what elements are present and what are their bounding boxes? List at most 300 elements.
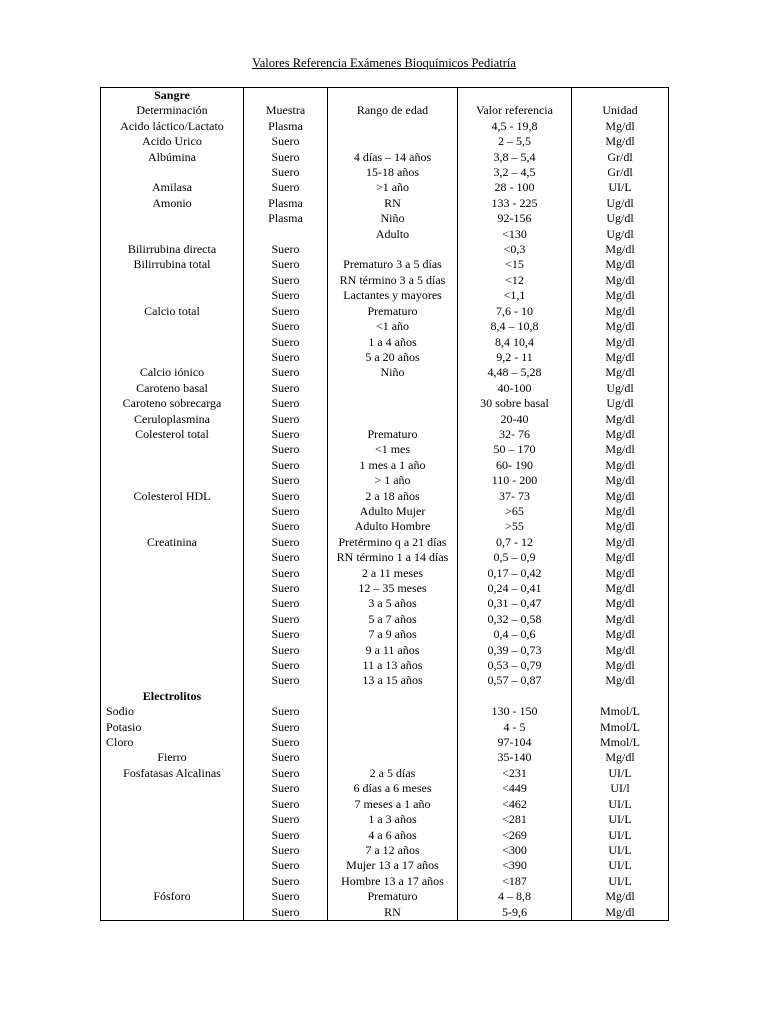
determinacion-cell	[101, 643, 244, 658]
valor-referencia-cell: 92-156	[458, 211, 572, 226]
table-row	[101, 473, 669, 488]
muestra-cell: Suero	[244, 566, 328, 581]
rango-edad-cell	[328, 412, 458, 427]
rango-edad-cell: Adulto Mujer	[328, 504, 458, 519]
valor-referencia-cell: 4 - 5	[458, 720, 572, 735]
valor-referencia-cell: >65	[458, 504, 572, 519]
valor-referencia-cell: 0,53 – 0,79	[458, 658, 572, 673]
unidad-cell: Mg/dl	[572, 612, 669, 627]
unidad-cell: Mg/dl	[572, 119, 669, 134]
determinacion-cell: Bilirrubina directa	[101, 242, 244, 257]
table-row	[101, 550, 669, 565]
rango-edad-cell: 1 a 3 años	[328, 812, 458, 827]
muestra-cell: Plasma	[244, 211, 328, 226]
table-row	[101, 812, 669, 827]
valor-referencia-cell	[458, 689, 572, 704]
unidad-cell: Mg/dl	[572, 304, 669, 319]
determinacion-cell: Caroteno sobrecarga	[101, 396, 244, 411]
rango-edad-cell: 15-18 años	[328, 165, 458, 180]
determinacion-cell	[101, 288, 244, 303]
unidad-cell: Mg/dl	[572, 319, 669, 334]
determinacion-cell: Amonio	[101, 196, 244, 211]
document-title	[0, 56, 768, 71]
rango-edad-cell: 5 a 7 años	[328, 612, 458, 627]
muestra-cell: Suero	[244, 335, 328, 350]
muestra-cell: Suero	[244, 596, 328, 611]
valor-referencia-cell: <462	[458, 797, 572, 812]
rango-edad-cell: Hombre 13 a 17 años	[328, 874, 458, 889]
valor-referencia-cell: <130	[458, 227, 572, 242]
table-row	[101, 673, 669, 688]
determinacion-cell	[101, 211, 244, 226]
rango-edad-cell: Prematuro	[328, 427, 458, 442]
valor-referencia-cell: <269	[458, 828, 572, 843]
determinacion-cell	[101, 858, 244, 873]
muestra-cell: Suero	[244, 504, 328, 519]
muestra-cell: Suero	[244, 273, 328, 288]
determinacion-cell: Cloro	[101, 735, 244, 750]
table-row	[101, 596, 669, 611]
unidad-cell: Mg/dl	[572, 627, 669, 642]
muestra-cell: Suero	[244, 288, 328, 303]
muestra-cell: Suero	[244, 581, 328, 596]
unidad-cell: UI/L	[572, 828, 669, 843]
valor-referencia-cell: <300	[458, 843, 572, 858]
valor-referencia-cell: 0,5 – 0,9	[458, 550, 572, 565]
valor-referencia-cell: 8,4 – 10,8	[458, 319, 572, 334]
valor-referencia-cell: <449	[458, 781, 572, 796]
valor-referencia-cell: 0,57 – 0,87	[458, 673, 572, 688]
muestra-cell: Suero	[244, 643, 328, 658]
valor-referencia-cell: 20-40	[458, 412, 572, 427]
rango-edad-cell: 1 a 4 años	[328, 335, 458, 350]
unidad-cell: Mg/dl	[572, 658, 669, 673]
determinacion-cell	[101, 550, 244, 565]
muestra-cell: Suero	[244, 458, 328, 473]
section-header: Electrolitos	[101, 689, 244, 704]
muestra-cell: Suero	[244, 720, 328, 735]
muestra-cell: Suero	[244, 242, 328, 257]
muestra-cell: Suero	[244, 412, 328, 427]
valor-referencia-cell: Valor referencia	[458, 103, 572, 118]
valor-referencia-cell: 40-100	[458, 381, 572, 396]
unidad-cell: Unidad	[572, 103, 669, 118]
table-row	[101, 766, 669, 781]
muestra-cell: Suero	[244, 612, 328, 627]
reference-table-body	[101, 88, 669, 921]
muestra-cell: Suero	[244, 489, 328, 504]
determinacion-cell	[101, 458, 244, 473]
section-header-row	[101, 689, 669, 704]
table-row	[101, 581, 669, 596]
table-row	[101, 150, 669, 165]
rango-edad-cell	[328, 88, 458, 104]
determinacion-cell: Fierro	[101, 750, 244, 765]
document-title-text: Valores Referencia Exámenes Bioquímicos Pediatría	[252, 56, 516, 70]
muestra-cell: Suero	[244, 150, 328, 165]
determinacion-cell	[101, 442, 244, 457]
table-row	[101, 458, 669, 473]
rango-edad-cell: <1 año	[328, 319, 458, 334]
determinacion-cell	[101, 812, 244, 827]
muestra-cell: Suero	[244, 797, 328, 812]
determinacion-cell	[101, 473, 244, 488]
table-row	[101, 103, 669, 118]
unidad-cell: Mg/dl	[572, 535, 669, 550]
valor-referencia-cell: <1,1	[458, 288, 572, 303]
rango-edad-cell: Prematuro 3 a 5 días	[328, 257, 458, 272]
valor-referencia-cell: 2 – 5,5	[458, 134, 572, 149]
valor-referencia-cell: 0,17 – 0,42	[458, 566, 572, 581]
determinacion-cell: Fósforo	[101, 889, 244, 904]
determinacion-cell	[101, 905, 244, 921]
valor-referencia-cell	[458, 88, 572, 104]
table-row	[101, 627, 669, 642]
table-row	[101, 535, 669, 550]
valor-referencia-cell: <231	[458, 766, 572, 781]
rango-edad-cell	[328, 134, 458, 149]
unidad-cell: Mg/dl	[572, 643, 669, 658]
unidad-cell: Mg/dl	[572, 581, 669, 596]
determinacion-cell: Caroteno basal	[101, 381, 244, 396]
valor-referencia-cell: 3,2 – 4,5	[458, 165, 572, 180]
valor-referencia-cell: 28 - 100	[458, 180, 572, 195]
table-row	[101, 319, 669, 334]
determinacion-cell: Calcio iónico	[101, 365, 244, 380]
unidad-cell: UI/L	[572, 797, 669, 812]
unidad-cell: Ug/dl	[572, 396, 669, 411]
muestra-cell: Suero	[244, 704, 328, 719]
rango-edad-cell	[328, 704, 458, 719]
valor-referencia-cell: 0,7 - 12	[458, 535, 572, 550]
muestra-cell: Plasma	[244, 196, 328, 211]
determinacion-cell: Determinación	[101, 103, 244, 118]
table-row	[101, 658, 669, 673]
determinacion-cell	[101, 781, 244, 796]
table-row	[101, 335, 669, 350]
valor-referencia-cell: 9,2 - 11	[458, 350, 572, 365]
muestra-cell: Suero	[244, 134, 328, 149]
reference-values-table	[100, 87, 669, 921]
muestra-cell: Suero	[244, 535, 328, 550]
determinacion-cell	[101, 874, 244, 889]
determinacion-cell	[101, 797, 244, 812]
unidad-cell: Ug/dl	[572, 227, 669, 242]
muestra-cell: Suero	[244, 257, 328, 272]
valor-referencia-cell: 5-9,6	[458, 905, 572, 921]
unidad-cell: Mg/dl	[572, 596, 669, 611]
determinacion-cell: Calcio total	[101, 304, 244, 319]
determinacion-cell	[101, 504, 244, 519]
muestra-cell: Suero	[244, 180, 328, 195]
valor-referencia-cell: 0,4 – 0,6	[458, 627, 572, 642]
table-row	[101, 843, 669, 858]
unidad-cell: UI/l	[572, 781, 669, 796]
determinacion-cell	[101, 673, 244, 688]
rango-edad-cell: 4 días – 14 años	[328, 150, 458, 165]
rango-edad-cell: 1 mes a 1 año	[328, 458, 458, 473]
unidad-cell: UI/L	[572, 843, 669, 858]
muestra-cell: Suero	[244, 319, 328, 334]
muestra-cell: Suero	[244, 442, 328, 457]
valor-referencia-cell: 130 - 150	[458, 704, 572, 719]
rango-edad-cell: RN	[328, 905, 458, 921]
table-row	[101, 828, 669, 843]
rango-edad-cell: Rango de edad	[328, 103, 458, 118]
section-header-row	[101, 88, 669, 104]
valor-referencia-cell: 8,4 10,4	[458, 335, 572, 350]
table-row	[101, 381, 669, 396]
rango-edad-cell: 7 a 12 años	[328, 843, 458, 858]
rango-edad-cell: 7 meses a 1 año	[328, 797, 458, 812]
valor-referencia-cell: 30 sobre basal	[458, 396, 572, 411]
muestra-cell: Suero	[244, 750, 328, 765]
table-row	[101, 612, 669, 627]
rango-edad-cell: Adulto	[328, 227, 458, 242]
rango-edad-cell: <1 mes	[328, 442, 458, 457]
valor-referencia-cell: 0,24 – 0,41	[458, 581, 572, 596]
unidad-cell: Mg/dl	[572, 273, 669, 288]
unidad-cell: Mg/dl	[572, 335, 669, 350]
unidad-cell: Ug/dl	[572, 211, 669, 226]
determinacion-cell: Acido Urico	[101, 134, 244, 149]
unidad-cell: UI/L	[572, 874, 669, 889]
muestra-cell	[244, 88, 328, 104]
unidad-cell: Mg/dl	[572, 905, 669, 921]
table-row	[101, 396, 669, 411]
rango-edad-cell: 4 a 6 años	[328, 828, 458, 843]
valor-referencia-cell: 50 – 170	[458, 442, 572, 457]
rango-edad-cell: 7 a 9 años	[328, 627, 458, 642]
valor-referencia-cell: 97-104	[458, 735, 572, 750]
muestra-cell: Suero	[244, 781, 328, 796]
determinacion-cell	[101, 612, 244, 627]
rango-edad-cell: 13 a 15 años	[328, 673, 458, 688]
muestra-cell: Suero	[244, 843, 328, 858]
muestra-cell: Suero	[244, 658, 328, 673]
muestra-cell: Suero	[244, 396, 328, 411]
valor-referencia-cell: >55	[458, 519, 572, 534]
table-row	[101, 566, 669, 581]
rango-edad-cell: >1 año	[328, 180, 458, 195]
valor-referencia-cell: 4,5 - 19,8	[458, 119, 572, 134]
table-row	[101, 180, 669, 195]
rango-edad-cell: Adulto Hombre	[328, 519, 458, 534]
muestra-cell: Suero	[244, 381, 328, 396]
determinacion-cell: Sodio	[101, 704, 244, 719]
valor-referencia-cell: 0,39 – 0,73	[458, 643, 572, 658]
rango-edad-cell: Prematuro	[328, 304, 458, 319]
valor-referencia-cell: 0,32 – 0,58	[458, 612, 572, 627]
determinacion-cell	[101, 581, 244, 596]
table-row	[101, 427, 669, 442]
rango-edad-cell: 5 a 20 años	[328, 350, 458, 365]
rango-edad-cell: Mujer 13 a 17 años	[328, 858, 458, 873]
unidad-cell: Mg/dl	[572, 473, 669, 488]
rango-edad-cell: Prematuro	[328, 889, 458, 904]
muestra-cell: Suero	[244, 874, 328, 889]
muestra-cell: Suero	[244, 858, 328, 873]
valor-referencia-cell: <0,3	[458, 242, 572, 257]
unidad-cell: Mg/dl	[572, 365, 669, 380]
table-row	[101, 874, 669, 889]
valor-referencia-cell: 3,8 – 5,4	[458, 150, 572, 165]
unidad-cell: Gr/dl	[572, 165, 669, 180]
table-row	[101, 412, 669, 427]
table-row	[101, 889, 669, 904]
table-row	[101, 504, 669, 519]
unidad-cell: Ug/dl	[572, 381, 669, 396]
muestra-cell: Plasma	[244, 119, 328, 134]
unidad-cell: Mg/dl	[572, 458, 669, 473]
unidad-cell: Mg/dl	[572, 550, 669, 565]
unidad-cell: Mg/dl	[572, 257, 669, 272]
unidad-cell: Mg/dl	[572, 427, 669, 442]
muestra-cell: Suero	[244, 304, 328, 319]
rango-edad-cell: 2 a 18 años	[328, 489, 458, 504]
valor-referencia-cell: 4,48 – 5,28	[458, 365, 572, 380]
unidad-cell: Mg/dl	[572, 519, 669, 534]
muestra-cell: Suero	[244, 165, 328, 180]
table-row	[101, 134, 669, 149]
table-row	[101, 519, 669, 534]
section-header: Sangre	[101, 88, 244, 104]
valor-referencia-cell: 7,6 - 10	[458, 304, 572, 319]
unidad-cell: Mg/dl	[572, 412, 669, 427]
unidad-cell: Gr/dl	[572, 150, 669, 165]
rango-edad-cell: Niño	[328, 211, 458, 226]
muestra-cell: Suero	[244, 812, 328, 827]
valor-referencia-cell: <15	[458, 257, 572, 272]
unidad-cell: Mmol/L	[572, 735, 669, 750]
valor-referencia-cell: 60- 190	[458, 458, 572, 473]
rango-edad-cell: 9 a 11 años	[328, 643, 458, 658]
rango-edad-cell: RN término 1 a 14 días	[328, 550, 458, 565]
unidad-cell: Mg/dl	[572, 750, 669, 765]
unidad-cell: Mg/dl	[572, 566, 669, 581]
unidad-cell: Mg/dl	[572, 673, 669, 688]
table-row	[101, 704, 669, 719]
rango-edad-cell: Pretérmino q a 21 días	[328, 535, 458, 550]
rango-edad-cell: 11 a 13 años	[328, 658, 458, 673]
valor-referencia-cell: <281	[458, 812, 572, 827]
table-row	[101, 273, 669, 288]
unidad-cell: Mmol/L	[572, 704, 669, 719]
muestra-cell: Suero	[244, 828, 328, 843]
muestra-cell: Suero	[244, 365, 328, 380]
table-row	[101, 643, 669, 658]
table-row	[101, 227, 669, 242]
valor-referencia-cell: 0,31 – 0,47	[458, 596, 572, 611]
determinacion-cell: Colesterol total	[101, 427, 244, 442]
rango-edad-cell: Niño	[328, 365, 458, 380]
determinacion-cell	[101, 227, 244, 242]
table-row	[101, 304, 669, 319]
muestra-cell: Suero	[244, 427, 328, 442]
muestra-cell: Suero	[244, 519, 328, 534]
muestra-cell: Suero	[244, 766, 328, 781]
rango-edad-cell: RN	[328, 196, 458, 211]
determinacion-cell	[101, 843, 244, 858]
determinacion-cell: Ceruloplasmina	[101, 412, 244, 427]
table-row	[101, 165, 669, 180]
valor-referencia-cell: 37- 73	[458, 489, 572, 504]
table-row	[101, 720, 669, 735]
determinacion-cell	[101, 165, 244, 180]
muestra-cell: Muestra	[244, 103, 328, 118]
rango-edad-cell: 12 – 35 meses	[328, 581, 458, 596]
valor-referencia-cell: 32- 76	[458, 427, 572, 442]
unidad-cell: Mg/dl	[572, 442, 669, 457]
determinacion-cell	[101, 658, 244, 673]
unidad-cell: UI/L	[572, 812, 669, 827]
table-row	[101, 211, 669, 226]
table-row	[101, 257, 669, 272]
unidad-cell: Ug/dl	[572, 196, 669, 211]
determinacion-cell: Acido láctico/Lactato	[101, 119, 244, 134]
determinacion-cell	[101, 828, 244, 843]
valor-referencia-cell: 35-140	[458, 750, 572, 765]
valor-referencia-cell: <390	[458, 858, 572, 873]
rango-edad-cell: Lactantes y mayores	[328, 288, 458, 303]
valor-referencia-cell: 133 - 225	[458, 196, 572, 211]
determinacion-cell	[101, 519, 244, 534]
table-row	[101, 781, 669, 796]
rango-edad-cell	[328, 720, 458, 735]
determinacion-cell	[101, 566, 244, 581]
valor-referencia-cell: 110 - 200	[458, 473, 572, 488]
table-row	[101, 196, 669, 211]
rango-edad-cell	[328, 396, 458, 411]
determinacion-cell: Albúmina	[101, 150, 244, 165]
muestra-cell: Suero	[244, 473, 328, 488]
unidad-cell: Mg/dl	[572, 504, 669, 519]
unidad-cell: Mg/dl	[572, 242, 669, 257]
unidad-cell: Mg/dl	[572, 889, 669, 904]
table-row	[101, 350, 669, 365]
rango-edad-cell	[328, 381, 458, 396]
muestra-cell: Suero	[244, 673, 328, 688]
rango-edad-cell: 2 a 11 meses	[328, 566, 458, 581]
unidad-cell: UI/L	[572, 858, 669, 873]
rango-edad-cell	[328, 242, 458, 257]
table-row	[101, 442, 669, 457]
determinacion-cell: Creatinina	[101, 535, 244, 550]
determinacion-cell: Amilasa	[101, 180, 244, 195]
table-row	[101, 119, 669, 134]
unidad-cell: Mg/dl	[572, 350, 669, 365]
muestra-cell: Suero	[244, 889, 328, 904]
rango-edad-cell: > 1 año	[328, 473, 458, 488]
table-row	[101, 750, 669, 765]
unidad-cell: Mg/dl	[572, 134, 669, 149]
valor-referencia-cell: 4 – 8,8	[458, 889, 572, 904]
muestra-cell	[244, 689, 328, 704]
unidad-cell	[572, 88, 669, 104]
unidad-cell: Mmol/L	[572, 720, 669, 735]
muestra-cell: Suero	[244, 905, 328, 921]
determinacion-cell	[101, 350, 244, 365]
table-row	[101, 242, 669, 257]
unidad-cell: UI/L	[572, 766, 669, 781]
determinacion-cell	[101, 319, 244, 334]
muestra-cell: Suero	[244, 627, 328, 642]
rango-edad-cell: 6 días a 6 meses	[328, 781, 458, 796]
table-row	[101, 365, 669, 380]
table-row	[101, 797, 669, 812]
table-row	[101, 489, 669, 504]
muestra-cell: Suero	[244, 550, 328, 565]
